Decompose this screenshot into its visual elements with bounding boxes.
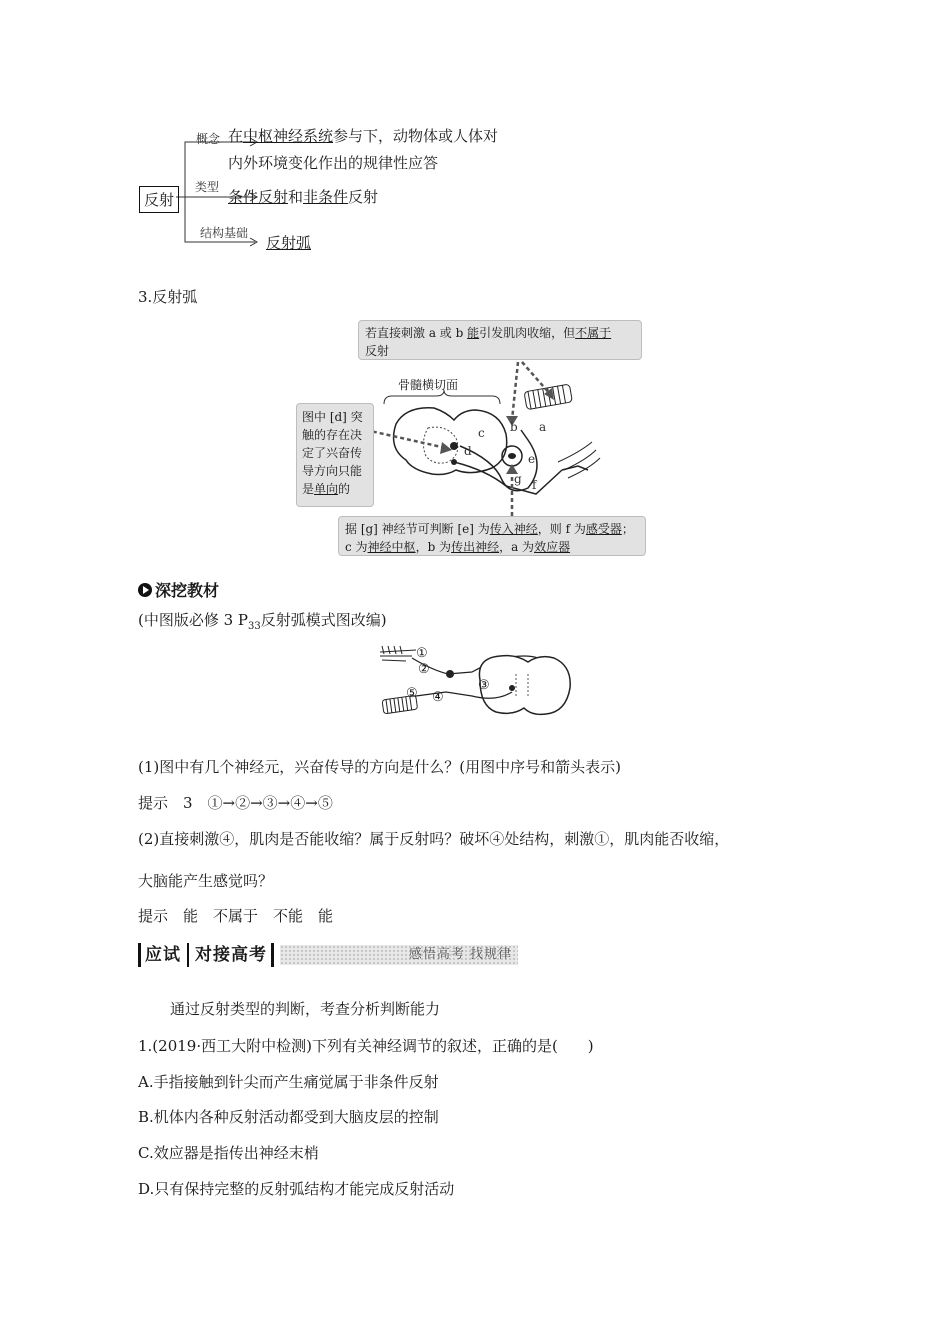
play-circle-icon <box>138 583 152 597</box>
section-3-title: 3.反射弧 <box>138 288 198 306</box>
branch-label-structure: 结构基础 <box>200 226 249 240</box>
question-1: (1)图中有几个神经元，兴奋传导的方向是什么？(用图中序号和箭头表示) <box>138 758 621 776</box>
banner-part-1: 应试 <box>145 945 181 965</box>
label-f: f <box>532 478 537 492</box>
reflex-arc-pattern-diagram <box>376 644 576 724</box>
spinal-cord-label: 骨髓横切面 <box>398 378 459 392</box>
marker-5: ⑤ <box>406 686 418 701</box>
label-g: g <box>514 472 522 486</box>
question-2-line-1: (2)直接刺激④，肌肉是否能收缩？属于反射吗？破坏④处结构，刺激①，肌肉能否收缩， <box>138 830 730 848</box>
callout-bottom: 据 [g] 神经节可判断 [e] 为传入神经，则 f 为感受器； c 为神经中枢，b 为传出神经，a 为效应器 <box>338 516 646 556</box>
branch-concept-text-2: 内外环境变化作出的规律性应答 <box>228 154 439 172</box>
label-c: c <box>478 426 485 440</box>
option-a: A.手指接触到针尖而产生痛觉属于非条件反射 <box>138 1073 439 1091</box>
question-stem: 1.(2019·西工大附中检测)下列有关神经调节的叙述，正确的是( ) <box>138 1037 594 1055</box>
reflex-arc-diagram <box>296 320 646 556</box>
deep-dig-title: 深挖教材 <box>155 581 220 600</box>
marker-4: ④ <box>432 690 444 705</box>
banner-part-2: 对接高考 <box>195 945 267 965</box>
label-a: a <box>539 420 547 434</box>
branch-concept-text: 在中枢神经系统参与下，动物体或人体对 <box>228 127 499 145</box>
reflex-arc-pattern-drawing <box>376 644 576 724</box>
label-d: d <box>464 444 472 458</box>
marker-3: ③ <box>478 678 490 693</box>
deep-dig-source: (中图版必修 3 $P_{33}$反射弧模式图改编) <box>138 611 387 632</box>
branch-label-type: 类型 <box>195 180 220 194</box>
banner-tagline: 感悟高考 找规律 <box>280 945 518 965</box>
label-b: b <box>510 420 518 434</box>
answer-2: 提示 能 不属于 不能 能 <box>138 907 334 925</box>
branch-label-concept: 概念 <box>196 132 221 146</box>
option-b: B.机体内各种反射活动都受到大脑皮层的控制 <box>138 1108 439 1126</box>
option-d: D.只有保持完整的反射弧结构才能完成反射活动 <box>138 1180 455 1198</box>
banner-title <box>138 943 274 967</box>
question-2-line-2: 大脑能产生感觉吗？ <box>138 872 274 890</box>
topic-line: 通过反射类型的判断，考查分析判断能力 <box>170 1000 441 1018</box>
answer-1: 提示 3 ①→②→③→④→⑤ <box>138 794 333 812</box>
section-banner <box>138 942 518 968</box>
label-e: e <box>528 452 536 466</box>
callout-top: 若直接刺激 a 或 b 能引发肌肉收缩，但不属于 反射 <box>358 320 642 360</box>
callout-left: 图中 [d] 突 触的存在决 定了兴奋传 导方向只能 是单向的 <box>296 403 374 507</box>
branch-structure-text: 反射弧 <box>266 234 312 252</box>
option-c: C.效应器是指传出神经末梢 <box>138 1144 319 1162</box>
deep-dig-heading <box>138 578 219 601</box>
concept-root: 反射 <box>139 186 179 213</box>
marker-2: ② <box>418 662 430 677</box>
branch-type-text: 条件反射和非条件反射 <box>228 188 379 206</box>
marker-1: ① <box>416 646 428 661</box>
